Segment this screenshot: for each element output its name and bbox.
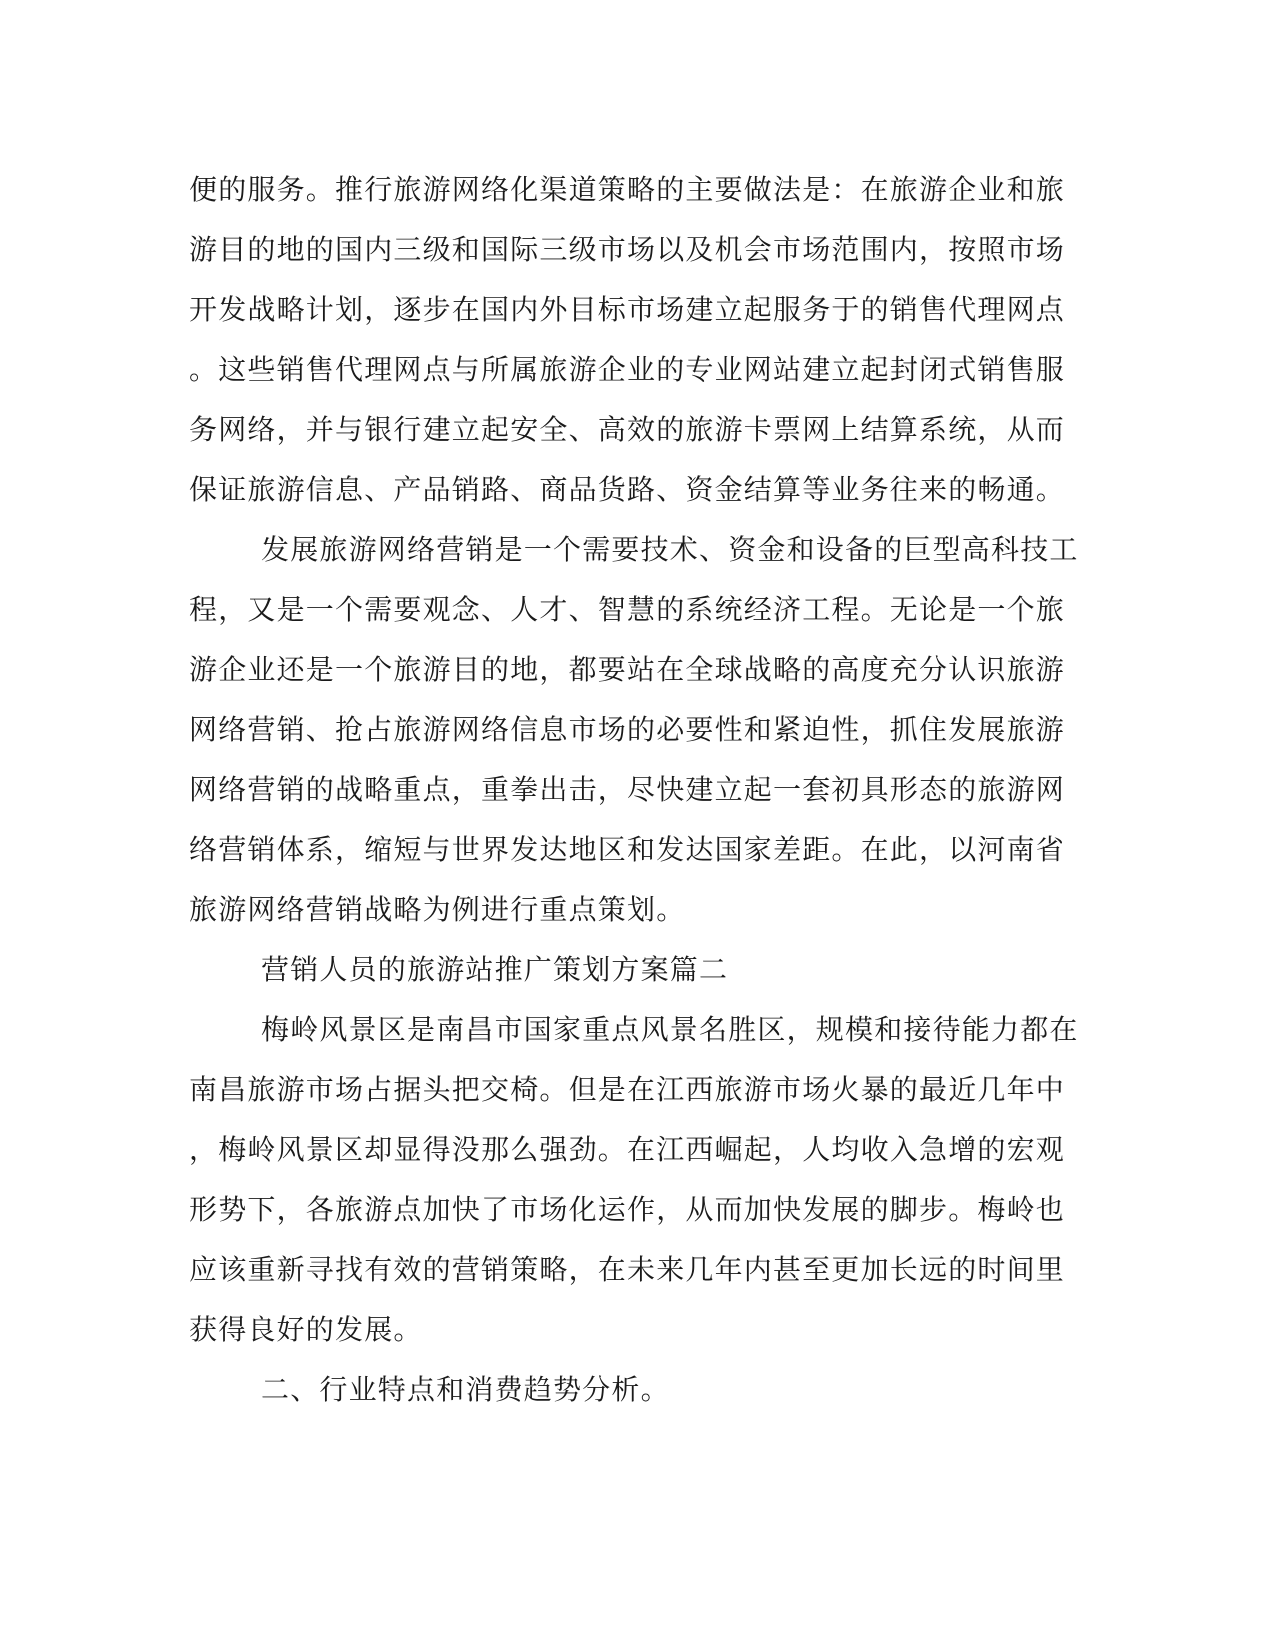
text-line: 开发战略计划，逐步在国内外目标市场建立起服务于的销售代理网点	[189, 293, 1066, 326]
text-line: 。这些销售代理网点与所属旅游企业的专业网站建立起封闭式销售服	[189, 353, 1066, 386]
text-line: 发展旅游网络营销是一个需要技术、资金和设备的巨型高科技工	[261, 533, 1079, 566]
text-line: 网络营销的战略重点，重拳出击，尽快建立起一套初具形态的旅游网	[189, 773, 1066, 806]
text-line: 游目的地的国内三级和国际三级市场以及机会市场范围内，按照市场	[189, 233, 1066, 266]
section-heading-part-two	[189, 940, 1089, 1000]
text-line: 便的服务。推行旅游网络化渠道策略的主要做法是：在旅游企业和旅	[189, 173, 1066, 206]
text-line: 梅岭风景区是南昌市国家重点风景名胜区，规模和接待能力都在	[261, 1013, 1079, 1046]
text-line: 网络营销、抢占旅游网络信息市场的必要性和紧迫性，抓住发展旅游	[189, 713, 1066, 746]
section-heading: 营销人员的旅游站推广策划方案篇二	[261, 953, 729, 986]
document-body	[189, 160, 1089, 1420]
text-line: 获得良好的发展。	[189, 1313, 423, 1346]
text-line: 旅游网络营销战略为例进行重点策划。	[189, 893, 686, 926]
paragraph-meiling	[189, 1000, 1089, 1360]
text-line: 保证旅游信息、产品销路、商品货路、资金结算等业务往来的畅通。	[189, 473, 1066, 506]
paragraph-network-channel	[189, 160, 1089, 520]
paragraph-network-marketing	[189, 520, 1089, 940]
text-line: 应该重新寻找有效的营销策略，在未来几年内甚至更加长远的时间里	[189, 1253, 1066, 1286]
text-line: 务网络，并与银行建立起安全、高效的旅游卡票网上结算系统，从而	[189, 413, 1066, 446]
text-line: 南昌旅游市场占据头把交椅。但是在江西旅游市场火暴的最近几年中	[189, 1073, 1066, 1106]
subheading: 二、行业特点和消费趋势分析。	[261, 1373, 670, 1406]
text-line: ，梅岭风景区却显得没那么强劲。在江西崛起，人均收入急增的宏观	[189, 1133, 1066, 1166]
subheading-industry-analysis	[189, 1360, 1089, 1420]
text-line: 游企业还是一个旅游目的地，都要站在全球战略的高度充分认识旅游	[189, 653, 1066, 686]
text-line: 形势下，各旅游点加快了市场化运作，从而加快发展的脚步。梅岭也	[189, 1193, 1066, 1226]
text-line: 络营销体系，缩短与世界发达地区和发达国家差距。在此，以河南省	[189, 833, 1066, 866]
text-line: 程，又是一个需要观念、人才、智慧的系统经济工程。无论是一个旅	[189, 593, 1066, 626]
